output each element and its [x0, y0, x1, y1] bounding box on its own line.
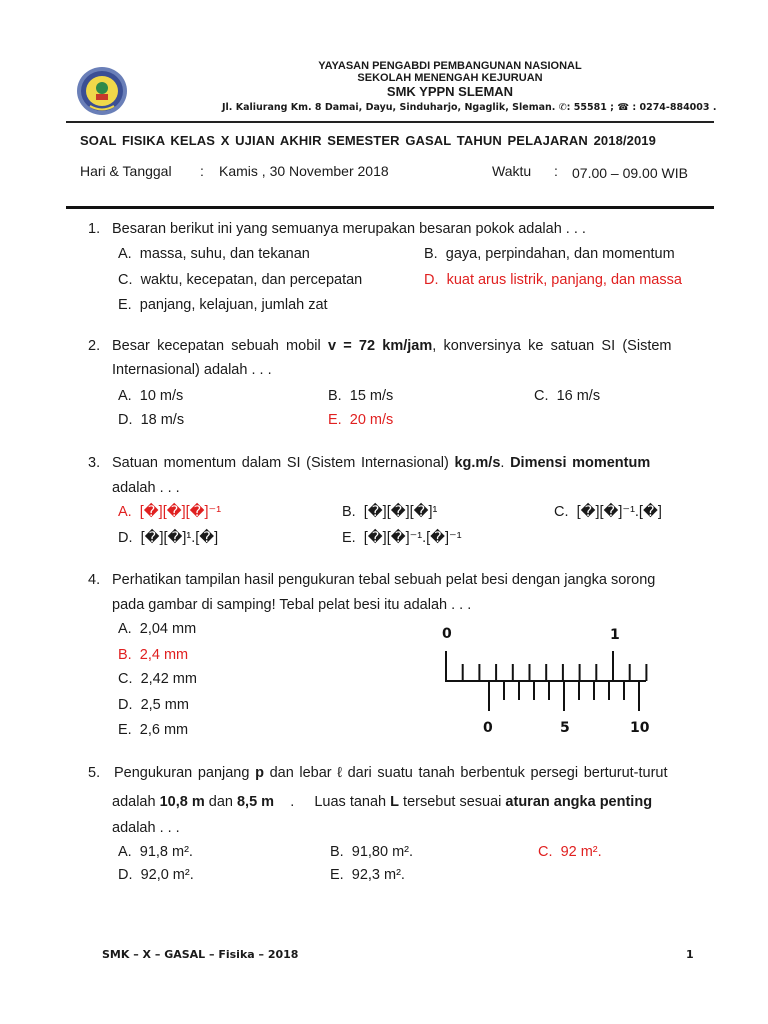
- time-label: Waktu: [492, 163, 532, 179]
- day-label: Hari & Tanggal: [80, 163, 172, 179]
- school-type: SEKOLAH MENENGAH KEJURUAN: [357, 72, 543, 84]
- q3-option-a: A. [�][�][�]⁻¹: [118, 504, 222, 520]
- q1-option-d: D. kuat arus listrik, panjang, dan massa: [424, 272, 682, 288]
- page-number: 1: [686, 948, 694, 961]
- q3-option-d: D. [�][�]¹.[�]: [118, 530, 219, 546]
- school-address: Jl. Kaliurang Km. 8 Damai, Dayu, Sinduharjo, Ngaglik, Sleman. ✆: 55581 ; ☎ : 0274-884003 .: [222, 102, 717, 113]
- time-value: 07.00 – 09.00 WIB: [572, 165, 688, 181]
- exam-title: SOAL FISIKA KELAS X UJIAN AKHIR SEMESTER GASAL TAHUN PELAJARAN 2018/2019: [80, 133, 656, 148]
- q1-number: 1.: [88, 221, 101, 237]
- q3-option-c: C. [�][�]⁻¹.[�]: [554, 504, 662, 520]
- q4-text-line1: Perhatikan tampilan hasil pengukuran tebal sebuah pelat besi dengan jangka sorong: [112, 572, 656, 588]
- vernier-label-0: 0: [483, 720, 493, 736]
- q2-text-line2: Internasional) adalah . . .: [112, 362, 272, 378]
- q4-number: 4.: [88, 572, 101, 588]
- q4-option-c: C. 2,42 mm: [118, 671, 197, 687]
- header-divider: [66, 121, 714, 123]
- q2-option-b: B. 15 m/s: [328, 388, 394, 404]
- q2-option-c: C. 16 m/s: [534, 388, 601, 404]
- main-scale-label-0: 0: [442, 626, 452, 642]
- q5-number: 5.: [88, 765, 101, 781]
- q4-option-e: E. 2,6 mm: [118, 722, 189, 738]
- q5-option-d: D. 92,0 m².: [118, 867, 194, 883]
- q1-text: Besaran berikut ini yang semuanya merupakan besaran pokok adalah . . .: [112, 221, 586, 237]
- q5-option-e: E. 92,3 m².: [330, 867, 405, 883]
- q1-option-a: A. massa, suhu, dan tekanan: [118, 246, 310, 262]
- footer-text: SMK – X – GASAL – Fisika – 2018: [102, 948, 299, 961]
- vernier-label-5: 5: [560, 720, 570, 736]
- q2-option-a: A. 10 m/s: [118, 388, 184, 404]
- time-colon: :: [554, 163, 558, 179]
- q2-number: 2.: [88, 338, 101, 354]
- q3-text-line1: Satuan momentum dalam SI (Sistem Internasional) kg.m/s. Dimensi momentum: [112, 455, 651, 471]
- q2-option-e: E. 20 m/s: [328, 412, 394, 428]
- foundation-name: YAYASAN PENGABDI PEMBANGUNAN NASIONAL: [318, 60, 582, 72]
- q3-option-b: B. [�][�][�]¹: [342, 504, 438, 520]
- q3-number: 3.: [88, 455, 101, 471]
- q4-text-line2: pada gambar di samping! Tebal pelat besi itu adalah . . .: [112, 597, 472, 613]
- q5-text-line1: Pengukuran panjang p dan lebar ℓ dari suatu tanah berbentuk persegi berturut-turut: [114, 765, 668, 781]
- q5-option-c: C. 92 m².: [538, 844, 602, 860]
- school-name: SMK YPPN SLEMAN: [386, 84, 514, 99]
- day-colon: :: [200, 163, 204, 179]
- q5-option-b: B. 91,80 m².: [330, 844, 414, 860]
- q5-text-line2: adalah 10,8 m dan 8,5 m . Luas tanah L tersebut sesuai aturan angka penting: [112, 794, 653, 810]
- q4-option-b: B. 2,4 mm: [118, 647, 189, 663]
- q3-text-line2: adalah . . .: [112, 480, 180, 496]
- q1-option-b: B. gaya, perpindahan, dan momentum: [424, 246, 675, 262]
- main-scale-label-1: 1: [610, 627, 620, 643]
- day-value: Kamis , 30 November 2018: [219, 163, 389, 179]
- q1-option-e: E. panjang, kelajuan, jumlah zat: [118, 297, 328, 313]
- vernier-caliper-figure: [432, 622, 662, 742]
- q2-text-line1: Besar kecepatan sebuah mobil v = 72 km/jam, konversinya ke satuan SI (Sistem: [112, 338, 672, 354]
- q4-option-a: A. 2,04 mm: [118, 621, 197, 637]
- q4-option-d: D. 2,5 mm: [118, 697, 189, 713]
- q1-option-c: C. waktu, kecepatan, dan percepatan: [118, 272, 363, 288]
- q5-text-line3: adalah . . .: [112, 820, 180, 836]
- q2-option-d: D. 18 m/s: [118, 412, 185, 428]
- q3-option-e: E. [�][�]⁻¹.[�]⁻¹: [342, 530, 462, 546]
- q5-option-a: A. 91,8 m².: [118, 844, 193, 860]
- school-logo: [76, 66, 128, 116]
- vernier-label-10: 10: [630, 720, 650, 736]
- info-divider: [66, 206, 714, 209]
